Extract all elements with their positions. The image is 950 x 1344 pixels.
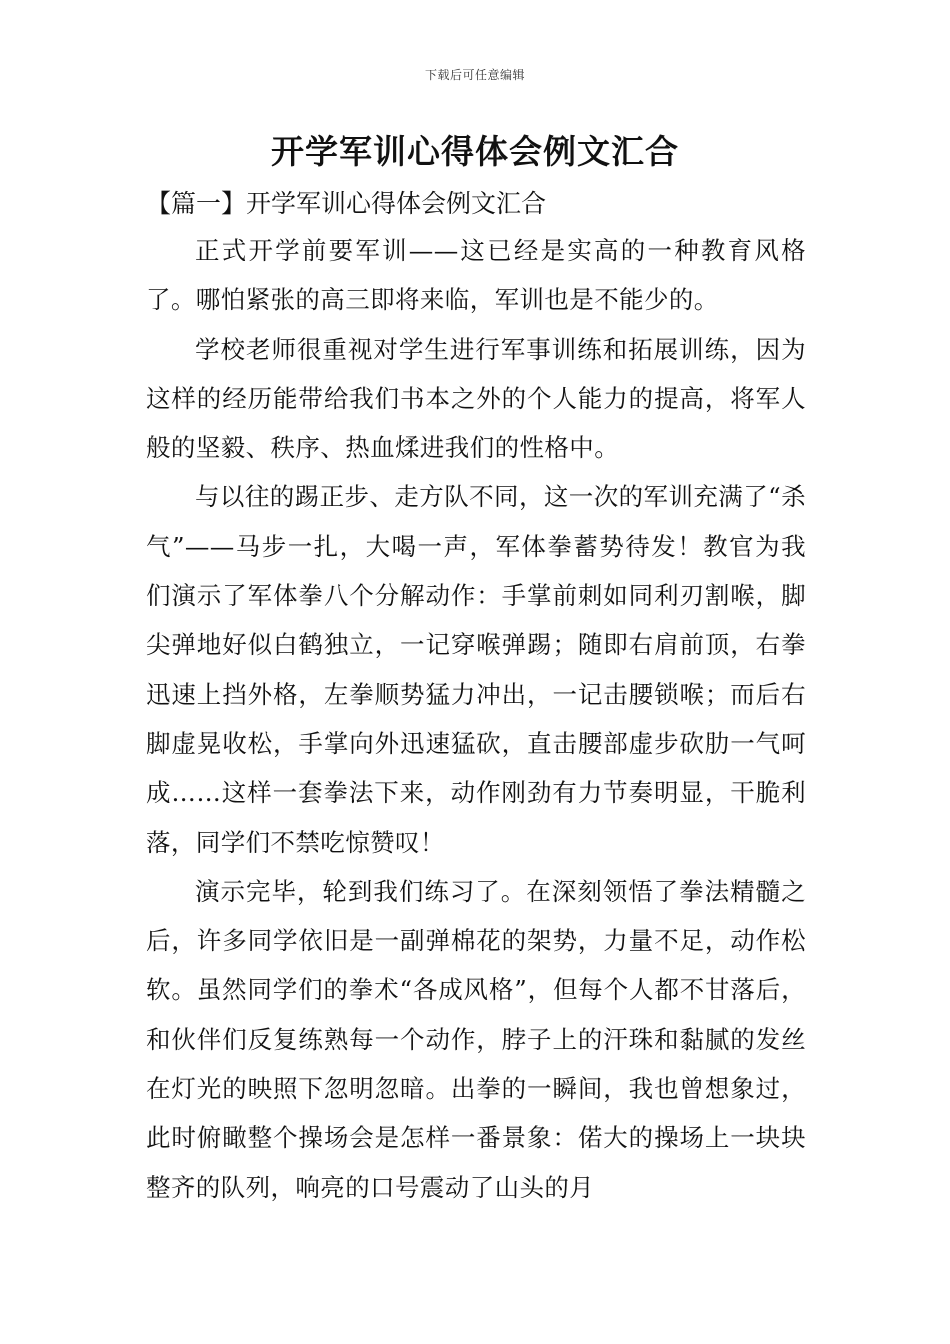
paragraph-3: 与以往的踢正步、走方队不同，这一次的军训充满了“杀气”——马步一扎，大喝一声，军体拳蓄势待发！教官为我们演示了军体拳八个分解动作：手掌前刺如同利刃割喉，脚尖弹地好似白鹤独立，一记穿喉弹踢；随即右肩前顶，右拳迅速上挡外格，左拳顺势猛力冲出，一记击腰锁喉；而后右脚虚晃收松，手掌向外迅速猛砍，直击腰部虚步砍肋一气呵成……这样一套拳法下来，动作刚劲有力节奏明显，干脆利落，同学们不禁吃惊赞叹！ (146, 482, 806, 857)
paragraph-4: 演示完毕，轮到我们练习了。在深刻领悟了拳法精髓之后，许多同学依旧是一副弹棉花的架势，力量不足，动作松软。虽然同学们的拳术“各成风格”，但每个人都不甘落后，和伙伴们反复练熟每一个动作，脖子上的汗珠和黏腻的发丝在灯光的映照下忽明忽暗。出拳的一瞬间，我也曾想象过，此时俯瞰整个操场会是怎样一番景象：偌大的操场上一块块整齐的队列，响亮的口号震动了山头的月 (146, 876, 806, 1202)
paragraph-1: 正式开学前要军训——这已经是实高的一种教育风格了。哪怕紧张的高三即将来临，军训也是不能少的。 (146, 236, 806, 315)
header-note: 下载后可任意编辑 (424, 68, 525, 82)
body-text (146, 226, 806, 1212)
paragraph-2: 学校老师很重视对学生进行军事训练和拓展训练，因为这样的经历能带给我们书本之外的个人能力的提高，将军人般的坚毅、秩序、热血煣进我们的性格中。 (146, 334, 806, 463)
document-title: 开学军训心得体会例文汇合 (271, 132, 679, 171)
section-heading: 【篇一】开学军训心得体会例文汇合 (146, 189, 547, 218)
